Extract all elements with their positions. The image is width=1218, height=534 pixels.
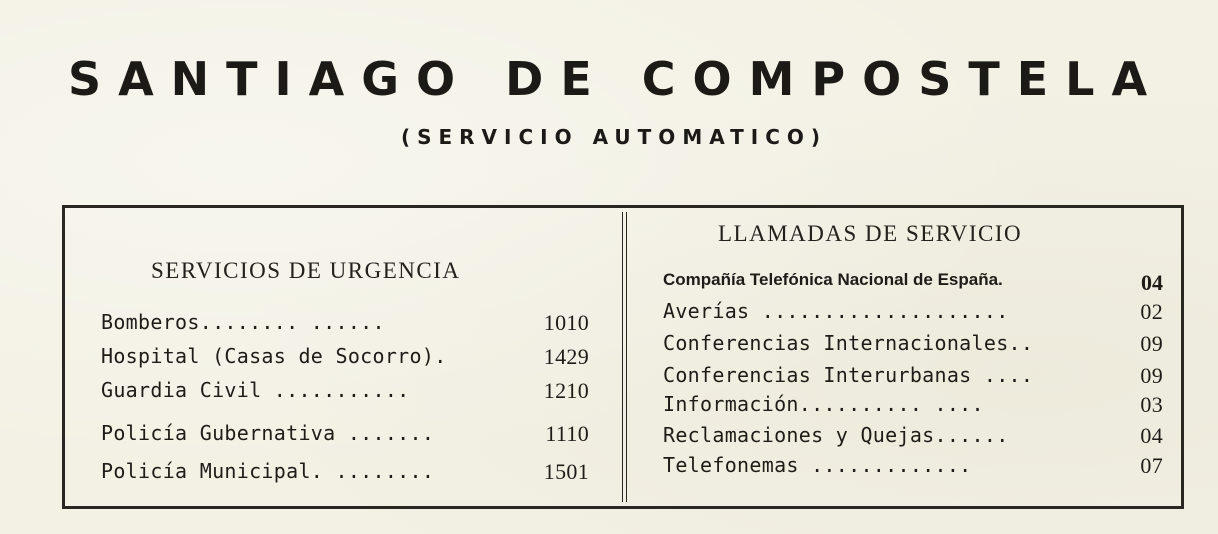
service-label: Conferencias Internacionales.. [663, 331, 1034, 355]
service-row [663, 270, 1163, 300]
emergency-number: 1010 [543, 310, 589, 335]
emergency-label: Hospital (Casas de Socorro). [101, 344, 447, 368]
service-label: Compañía Telefónica Nacional de España. [663, 270, 1003, 289]
service-number: 04 [1140, 423, 1163, 448]
emergency-number: 1501 [543, 459, 589, 484]
emergency-label: Bomberos........ ...... [101, 310, 385, 334]
service-number: 03 [1140, 392, 1163, 417]
emergency-number: 1110 [545, 421, 589, 446]
emergency-label: Guardia Civil ........... [101, 378, 410, 402]
service-row [663, 453, 1163, 483]
service-row [663, 331, 1163, 361]
emergency-row [101, 421, 601, 451]
service-label: Información.......... .... [663, 392, 984, 416]
emergency-row [101, 310, 601, 340]
page-subtitle: (SERVICIO AUTOMATICO) [400, 125, 828, 149]
service-row [663, 299, 1163, 329]
service-label: Averías .................... [663, 299, 1009, 323]
service-row [663, 423, 1163, 453]
service-row [663, 392, 1163, 422]
service-label: Reclamaciones y Quejas...... [663, 423, 1009, 447]
emergency-row [101, 344, 601, 374]
phone-directory-box [62, 205, 1184, 509]
service-label: Telefonemas ............. [663, 453, 972, 477]
service-number: 04 [1141, 270, 1163, 295]
emergency-heading: SERVICIOS DE URGENCIA [151, 258, 461, 283]
column-divider [622, 212, 627, 502]
emergency-label: Policía Gubernativa ....... [101, 421, 435, 445]
service-number: 02 [1140, 299, 1163, 324]
service-number: 09 [1140, 363, 1163, 388]
page-title: SANTIAGO DE COMPOSTELA [67, 52, 1165, 106]
emergency-row [101, 459, 601, 489]
service-calls-heading: LLAMADAS DE SERVICIO [718, 221, 1023, 246]
service-label: Conferencias Interurbanas .... [663, 363, 1034, 387]
emergency-number: 1210 [543, 378, 589, 403]
service-number: 07 [1140, 453, 1163, 478]
service-row [663, 363, 1163, 393]
service-number: 09 [1140, 331, 1163, 356]
emergency-row [101, 378, 601, 408]
emergency-number: 1429 [543, 344, 589, 369]
emergency-label: Policía Municipal. ........ [101, 459, 435, 483]
